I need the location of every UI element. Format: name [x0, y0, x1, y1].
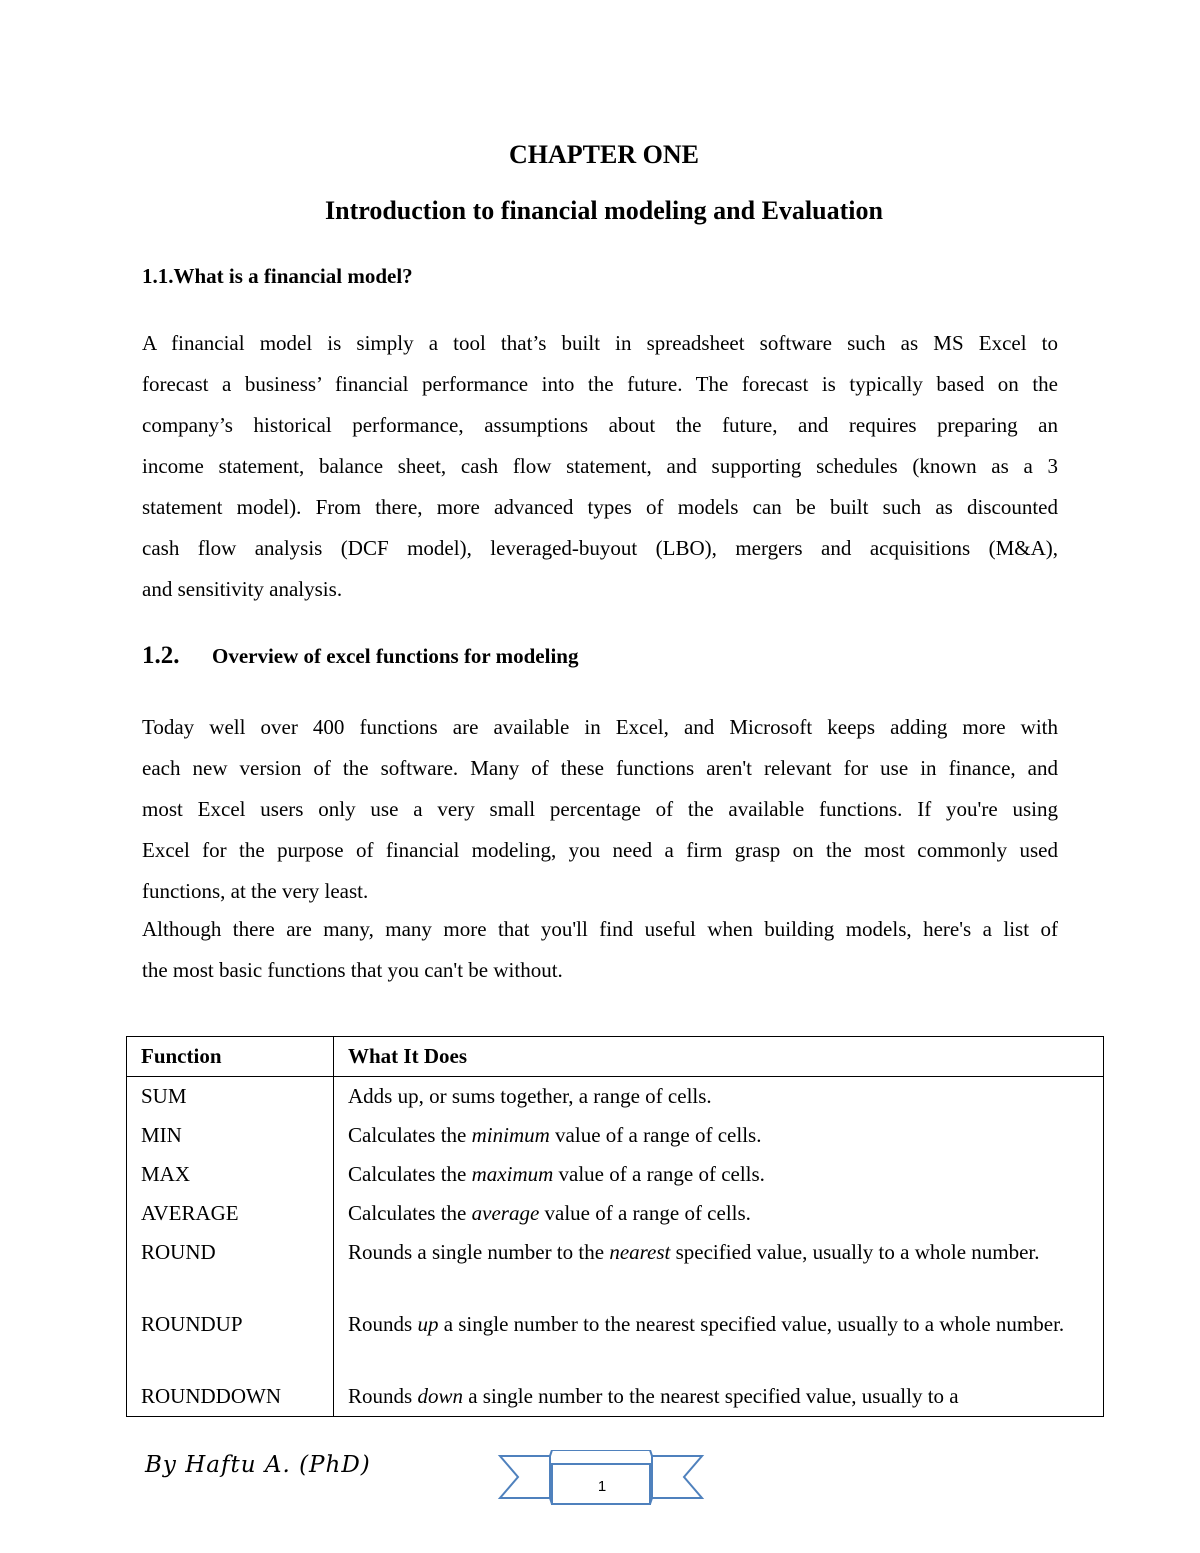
paragraph-line: A financial model is simply a tool that’s built in spreadsheet software such as MS Excel to: [142, 331, 1058, 355]
table-header-function: Function: [127, 1037, 334, 1077]
description-text: Rounds: [348, 1384, 418, 1408]
function-description-cell: [334, 1116, 1104, 1155]
table-row: [127, 1305, 1104, 1377]
function-name-cell: SUM: [127, 1077, 334, 1117]
table-row: [127, 1116, 1104, 1155]
function-description-cell: [334, 1155, 1104, 1194]
paragraph-line: most Excel users only use a very small percentage of the available functions. If you're using: [142, 797, 1058, 821]
section-1-1-heading: 1.1.What is a financial model?: [142, 264, 413, 288]
table-row: [127, 1194, 1104, 1233]
description-emphasis: average: [471, 1201, 540, 1225]
function-name-cell: ROUNDUP: [127, 1305, 334, 1377]
description-text: specified value, usually to a whole number.: [670, 1240, 1040, 1264]
paragraph-line: the most basic functions that you can't be without.: [142, 958, 563, 982]
description-text: value of a range of cells.: [553, 1162, 765, 1186]
description-text: Calculates the: [348, 1201, 472, 1225]
section-title: Overview of excel functions for modeling: [212, 644, 579, 668]
function-name-cell: MIN: [127, 1116, 334, 1155]
paragraph-line: Excel for the purpose of financial modeling, you need a firm grasp on the most commonly used: [142, 838, 1058, 862]
description-text: Calculates the: [348, 1162, 472, 1186]
functions-table: [126, 1036, 1104, 1417]
paragraph-line: company’s historical performance, assumptions about the future, and requires preparing an: [142, 413, 1058, 437]
table-header-description: What It Does: [334, 1037, 1104, 1077]
table-row: [127, 1077, 1104, 1117]
function-description-cell: [334, 1194, 1104, 1233]
paragraph-basic-functions: [142, 909, 1058, 991]
function-name-cell: ROUNDDOWN: [127, 1377, 334, 1417]
ribbon-right-tail: [652, 1456, 702, 1498]
description-emphasis: minimum: [471, 1123, 550, 1147]
description-text: Rounds a single number to the: [348, 1240, 610, 1264]
paragraph-line: Today well over 400 functions are available in Excel, and Microsoft keeps adding more with: [142, 715, 1058, 739]
paragraph-financial-model: [142, 323, 1058, 610]
page-number: 1: [597, 1478, 607, 1495]
table-header-row: [127, 1037, 1104, 1077]
paragraph-line: each new version of the software. Many of these functions aren't relevant for use in finance, and: [142, 756, 1058, 780]
function-name-cell: MAX: [127, 1155, 334, 1194]
description-text: value of a range of cells.: [549, 1123, 762, 1147]
function-name-cell: ROUND: [127, 1233, 334, 1305]
description-emphasis: nearest: [609, 1240, 671, 1264]
ribbon-left-tail: [500, 1456, 550, 1498]
table-row: [127, 1155, 1104, 1194]
paragraph-line: and sensitivity analysis.: [142, 577, 343, 601]
function-name-cell: AVERAGE: [127, 1194, 334, 1233]
section-number: 1.2.: [142, 642, 180, 669]
chapter-heading: CHAPTER ONE: [509, 140, 699, 169]
table-row: [127, 1377, 1104, 1417]
function-description-cell: [334, 1077, 1104, 1117]
description-text: value of a range of cells.: [539, 1201, 751, 1225]
function-description-cell: [334, 1377, 1104, 1417]
description-text: Adds up, or sums together, a range of cells.: [348, 1084, 712, 1108]
description-emphasis: up: [417, 1312, 439, 1336]
description-text: Calculates the: [348, 1123, 472, 1147]
table-row: [127, 1233, 1104, 1305]
description-text: a single number to the nearest specified value, usually to a: [462, 1384, 959, 1408]
description-text: a single number to the nearest specified value, usually to a whole number.: [438, 1312, 1065, 1336]
description-emphasis: down: [417, 1384, 463, 1408]
paragraph-line: functions, at the very least.: [142, 879, 369, 903]
paragraph-line: forecast a business’ financial performance into the future. The forecast is typically based on the: [142, 372, 1058, 396]
chapter-title: Introduction to financial modeling and Evaluation: [325, 196, 883, 225]
function-description-cell: [334, 1305, 1104, 1377]
paragraph-line: cash flow analysis (DCF model), leveraged-buyout (LBO), mergers and acquisitions (M&A),: [142, 536, 1058, 560]
description-text: Rounds: [348, 1312, 418, 1336]
section-1-2-heading: [142, 642, 578, 670]
paragraph-excel-functions: [142, 707, 1058, 912]
ribbon-top-fold: [550, 1450, 652, 1456]
description-emphasis: maximum: [471, 1162, 554, 1186]
paragraph-line: Although there are many, many more that you'll find useful when building models, here's a list of: [142, 917, 1058, 941]
paragraph-line: income statement, balance sheet, cash flow statement, and supporting schedules (known as a 3: [142, 454, 1058, 478]
function-description-cell: [334, 1233, 1104, 1305]
paragraph-line: statement model). From there, more advanced types of models can be built such as discounted: [142, 495, 1058, 519]
author-signature: By Haftu A. (PhD): [145, 1452, 371, 1478]
